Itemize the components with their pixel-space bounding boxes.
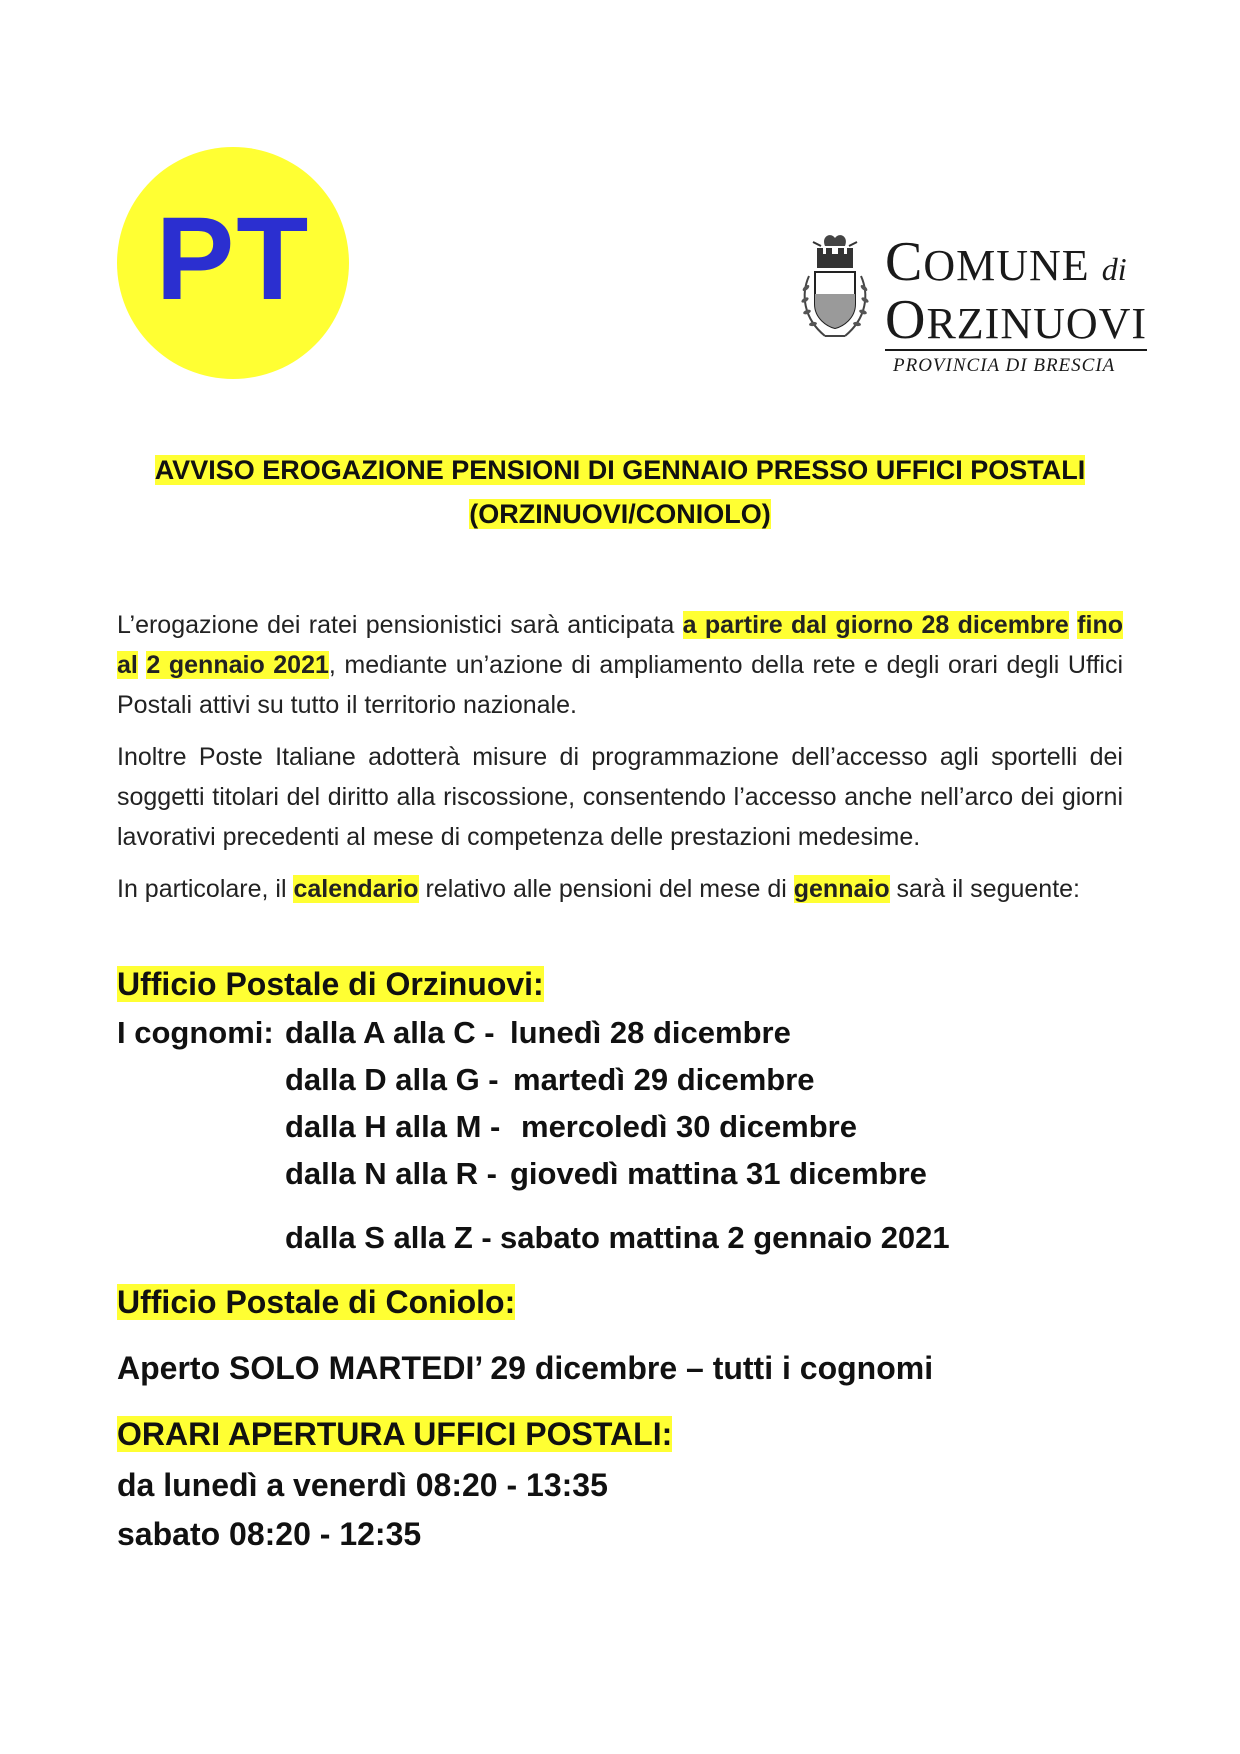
- schedule-row-range: dalla N alla R -: [285, 1156, 497, 1191]
- paragraph-2: Inoltre Poste Italiane adotterà misure di programmazione dell’accesso agli sportelli dei soggetti titolari del diritto alla riscossione, consentendo l’accesso anche nell’arco dei giorni lavorativi precedenti al mese di competenza delle prestazioni medesime.: [117, 743, 1123, 851]
- hours-heading: ORARI APERTURA UFFICI POSTALI:: [117, 1416, 673, 1452]
- hours-weekdays: da lunedì a venerdì 08:20 - 13:35: [117, 1467, 608, 1503]
- schedule-row-range: dalla H alla M -: [285, 1109, 501, 1144]
- coniolo-heading: Ufficio Postale di Coniolo:: [117, 1284, 516, 1320]
- paragraph-1: L’erogazione dei ratei pensionistici sarà anticipata a partire dal giorno 28 dicembre fino al 2 gennaio 2021, mediante un’azione di ampliamento della rete e degli orari degli Uffici Postali attivi su tutto il territorio nazionale.: [117, 611, 1124, 719]
- schedule-row-range: dalla S alla Z -: [285, 1220, 492, 1255]
- schedule-row-date: mercoledì 30 dicembre: [521, 1109, 857, 1144]
- hours-saturday: sabato 08:20 - 12:35: [117, 1516, 422, 1552]
- schedule-row-range: dalla D alla G -: [285, 1062, 499, 1097]
- surnames-prefix: I cognomi:: [117, 1015, 274, 1050]
- orzinuovi-heading: Ufficio Postale di Orzinuovi:: [117, 966, 544, 1002]
- poste-italiane-logo: [117, 147, 349, 379]
- pt-logo-text: PT: [155, 193, 311, 325]
- title-line-1: AVVISO EROGAZIONE PENSIONI DI GENNAIO PRESSO UFFICI POSTALI: [154, 455, 1086, 485]
- schedule-row-range: dalla A alla C -: [285, 1015, 495, 1050]
- schedule-row-date: lunedì 28 dicembre: [510, 1015, 791, 1050]
- paragraph-3: In particolare, il calendario relativo alle pensioni del mese di gennaio sarà il seguente:: [117, 875, 1080, 903]
- comune-logo-text: COMUNE di ORZINUOVI PROVINCIA DI BRESCIA: [885, 231, 1148, 376]
- coniolo-text: Aperto SOLO MARTEDI’ 29 dicembre – tutti i cognomi: [117, 1350, 934, 1386]
- schedule-row-date: sabato mattina 2 gennaio 2021: [500, 1220, 950, 1255]
- schedule-row-date: martedì 29 dicembre: [513, 1062, 815, 1097]
- coat-of-arms-icon: [795, 232, 875, 352]
- title-line-2: (ORZINUOVI/CONIOLO): [469, 499, 771, 529]
- schedule-row-date: giovedì mattina 31 dicembre: [510, 1156, 927, 1191]
- notice-title: [100, 448, 1140, 536]
